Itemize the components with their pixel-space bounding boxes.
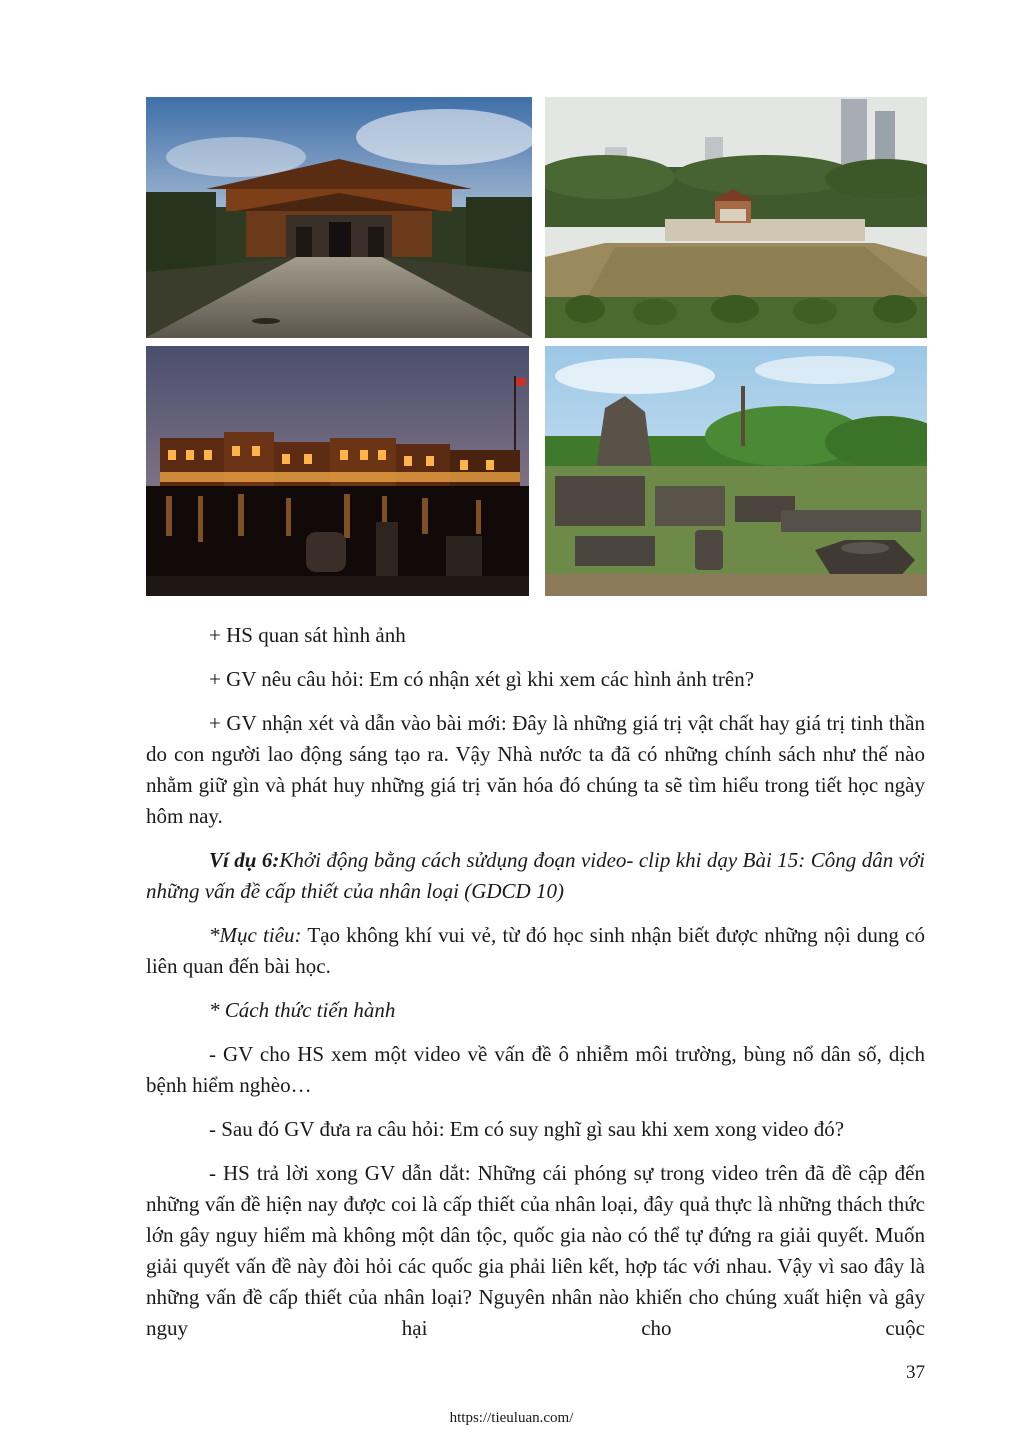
body-text [146, 620, 925, 1357]
objective-label: *Mục tiêu: [209, 923, 302, 947]
page-number: 37 [906, 1362, 925, 1383]
hoi-an-night-photo [146, 346, 529, 596]
thang-long-citadel-photo [545, 97, 927, 338]
footer-url: https://tieuluan.com/ [449, 1410, 574, 1426]
example-text: Khởi động bằng cách sửdụng đoạn video- clip khi dạy Bài 15: Công dân với những vấn đề cấp thiết của nhân loại (GDCD 10) [146, 848, 926, 903]
paragraph-lead-in: + GV nhận xét và dẫn vào bài mới: Đây là những giá trị vật chất hay giá trị tinh thần do con người lao động sáng tạo ra. Vậy Nhà nước ta đã có những chính sách như thế nào nhằm giữ gìn và phát huy những giá trị văn hóa đó chúng ta sẽ tìm hiểu trong tiết học ngày hôm nay. [146, 711, 925, 828]
paragraph-objective [146, 920, 925, 982]
paragraph-after-video: - Sau đó GV đưa ra câu hỏi: Em có suy nghĩ gì sau khi xem xong video đó? [209, 1117, 845, 1141]
paragraph-video: - GV cho HS xem một video về vấn đề ô nhiễm môi trường, bùng nổ dân số, dịch bệnh hiểm nghèo… [146, 1042, 925, 1097]
objective-text: Tạo không khí vui vẻ, từ đó học sinh nhận biết được những nội dung có liên quan đến bài học. [146, 923, 925, 978]
paragraph-question: + GV nêu câu hỏi: Em có nhận xét gì khi xem các hình ảnh trên? [209, 667, 755, 691]
imperial-citadel-gate-photo [146, 97, 532, 338]
example-label: Ví dụ 6: [209, 848, 280, 872]
paragraph-method-heading: * Cách thức tiến hành [209, 998, 396, 1022]
paragraph-observe: + HS quan sát hình ảnh [209, 623, 406, 647]
paragraph-discussion: - HS trả lời xong GV dẫn dắt: Những cái phóng sự trong video trên đã đề cập đến những vấn đề hiện nay được coi là cấp thiết của nhân loại, đây quả thực là những thách thức lớn gây nguy hiểm mà không một dân tộc, quốc gia nào có thể tự đứng ra giải quyết. Muốn giải quyết vấn đề này đòi hỏi các quốc gia phải liên kết, hợp tác với nhau. Vậy vì sao đây là những vấn đề cấp thiết của nhân loại? Nguyên nhân nào khiến cho chúng xuất hiện và gây nguy hại cho cuộc [146, 1161, 925, 1340]
paragraph-example-6 [146, 845, 925, 907]
my-son-ruins-photo [545, 346, 927, 596]
